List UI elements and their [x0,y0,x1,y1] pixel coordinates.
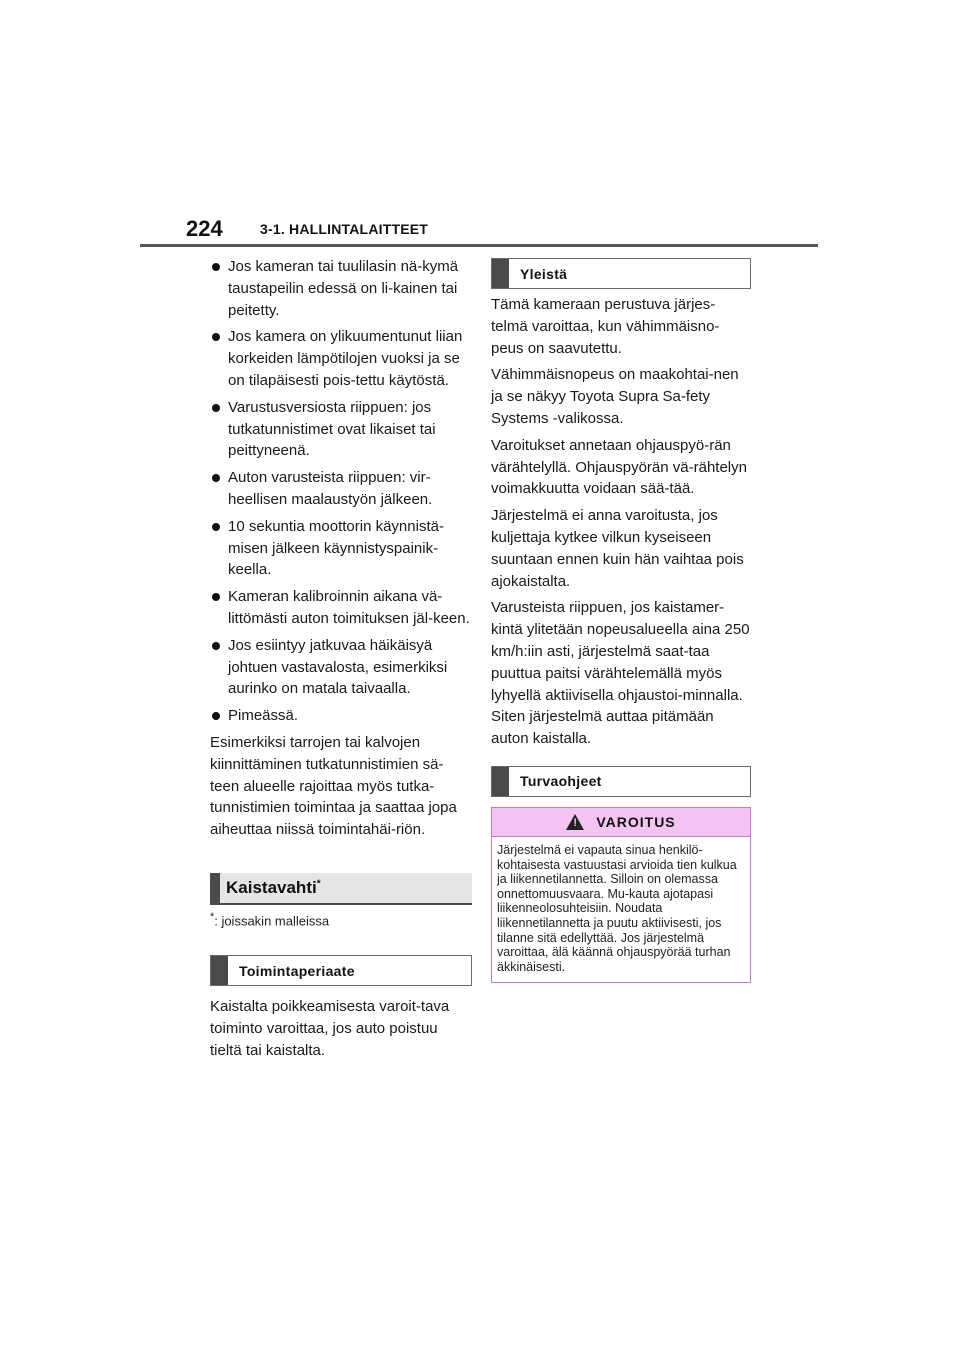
warning-title: VAROITUS [596,813,676,830]
bullet-icon [212,333,220,341]
body-paragraph: Kaistalta poikkeamisesta varoit-tava toiminto varoittaa, jos auto poistuu tieltä tai kaistalta. [210,998,450,1059]
bullet-text: Auton varusteista riippuen: vir-heellisen maalaustyön jälkeen. [228,469,433,508]
bullet-text: Jos kamera on ylikuumentunut liian korkeiden lämpötilojen vuoksi ja se on tilapäisesti pois-tettu käytöstä. [228,328,463,389]
body-paragraph: Vähimmäisnopeus on maakohtai-nen ja se näkyy Toyota Supra Sa-fety Systems -valikossa. [491,366,739,427]
bullet-icon [212,593,220,601]
list-item [210,516,472,581]
section-title: 3-1. HALLINTALAITTEET [260,221,429,237]
bullet-icon [212,642,220,650]
body-paragraph: Esimerkiksi tarrojen tai kalvojen kiinnittäminen tutkatunnistimien sä-teen alueelle rajoittaa myös tutka-tunnistimien toimintaa ja saattaa jopa aiheuttaa niissä toimintahäi-riön. [210,733,457,839]
heading-label: Turvaohjeet [520,773,602,790]
heading-marker [492,767,509,796]
list-item [210,586,472,630]
bullet-text: Pimeässä. [228,707,299,725]
subheading-turvaohjeet [491,766,751,797]
footnote: *: joissakin malleissa [210,910,330,929]
section-heading-kaistavahti [210,873,472,905]
subheading-yleista [491,258,751,289]
header-divider [140,244,818,247]
warning-header [492,808,750,837]
list-item [210,326,472,391]
right-column [491,258,751,983]
list-item [210,467,472,511]
left-column [210,256,472,1067]
heading-label: Toimintaperiaate [239,962,355,979]
warning-box [491,807,751,983]
body-paragraph: Järjestelmä ei anna varoitusta, jos kuljettaja kytkee vilkun kyseiseen suuntaan ennen kuin hän vaihtaa pois ajokaistalta. [491,507,744,590]
list-item [210,635,472,700]
body-paragraph: Varoitukset annetaan ohjauspyö-rän värähtelyllä. Ohjauspyörän vä-rähtelyn voimakkuutta voidaan sää-tää. [491,436,747,498]
bullet-icon [212,474,220,482]
body-paragraph: Varusteista riippuen, jos kaistamer-kintä ylitetään nopeusalueella aina 250 km/h:iin asti, järjestelmä saat-taa puuttua paitsi värähtelemällä myös lyhyellä aktiivisella ohjaustoi-minnalla. Siten järjestelmä auttaa pitämään auton kaistalla. [491,599,750,748]
bullet-text: 10 sekuntia moottorin käynnistä-misen jälkeen käynnistyspainik-keella. [228,517,444,579]
list-item [210,256,472,321]
bullet-text: Varustusversiosta riippuen: jos tutkatunnistimet ovat likaiset tai peittyneenä. [228,398,436,460]
heading-marker [211,956,228,985]
bullet-icon [212,404,220,412]
heading-marker [210,873,220,903]
warning-icon [566,814,584,830]
warning-text: Järjestelmä ei vapauta sinua henkilö-kohtaisesta vastuustasi arvioida tien kulkua ja liikennetilannetta. Silloin on olemassa onnettomuusvaara. Mu-kauta ajotapasi liikenneolosuhteisiin. Noudata liikennetilannetta ja puutu aktiivisesti, jos tilanne sitä edellyttää. Jos järjestelmä varoittaa, älä käännä ohjauspyörää turhan äkkinäisesti. [497,842,737,974]
heading-marker [492,259,509,288]
list-item [210,705,472,727]
subheading-toimintaperiaate [210,955,472,986]
bullet-text: Kameran kalibroinnin aikana vä-littömästi auton toimituksen jäl-keen. [228,588,470,627]
body-paragraph: Tämä kameraan perustuva järjes-telmä varoittaa, kun vähimmäisno-peus on saavutettu. [491,296,720,357]
page-number: 224 [186,216,223,241]
list-item [210,397,472,462]
bullet-text: Jos esiintyy jatkuvaa häikäisyä johtuen vastavalosta, esimerkiksi aurinko on matala taivaalla. [228,636,448,698]
bullet-text: Jos kameran tai tuulilasin nä-kymä taustapeilin edessä on li-kainen tai peitetty. [228,258,459,319]
heading-label: Kaistavahti* [226,877,321,897]
bullet-icon [212,263,220,271]
bullet-icon [212,712,220,720]
heading-label: Yleistä [520,265,568,282]
bullet-icon [212,523,220,531]
